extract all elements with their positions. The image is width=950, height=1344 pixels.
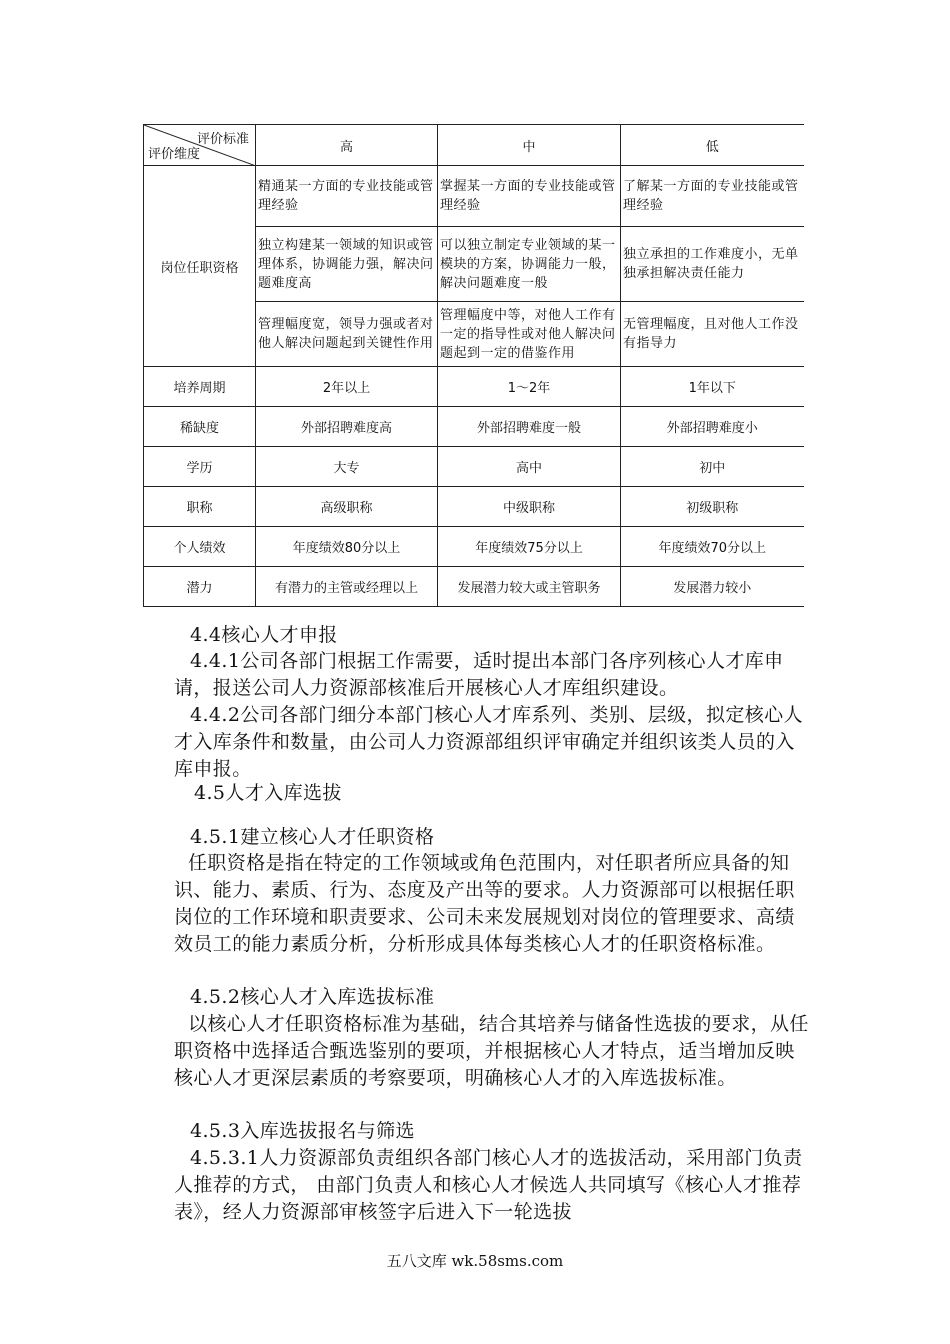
table-cell: 发展潜力较大或主管职务 [438,567,621,607]
table-cell: 有潜力的主管或经理以上 [256,567,438,607]
row-label: 学历 [144,447,256,487]
row-label: 潜力 [144,567,256,607]
table-cell: 管理幅度宽，领导力强或者对他人解决问题起到关键性作用 [256,302,438,367]
table-cell: 高中 [438,447,621,487]
footer-watermark: 五八文库 wk.58sms.com [386,1252,564,1270]
heading-4-5-3: 4.5.3入库选拔报名与筛选 [190,1120,415,1142]
table-cell: 管理幅度中等，对他人工作有一定的指导性或对他人解决问题起到一定的借鉴作用 [438,302,621,367]
table-cell: 大专 [256,447,438,487]
table-cell: 独立构建某一领域的知识或管理体系，协调能力强，解决问题难度高 [256,227,438,302]
table-cell: 外部招聘难度高 [256,407,438,447]
table-cell: 1～2年 [438,367,621,407]
header-low: 低 [621,125,804,166]
paragraph-4-5-1: 任职资格是指在特定的工作领域或角色范围内，对任职者所应具备的知识、能力、素质、行为、态度及产出等的要求。人力资源部可以根据任职岗位的工作环境和职责要求、公司未来发展规划对岗位的管理要求、高绩效员工的能力素质分析，分析形成具体每类核心人才的任职资格标准。 [174,852,795,955]
header-high: 高 [256,125,438,166]
table-cell: 年度绩效80分以上 [256,527,438,567]
table-cell: 精通某一方面的专业技能或管理经验 [256,166,438,227]
table-cell: 可以独立制定专业领域的某一模块的方案，协调能力一般，解决问题难度一般 [438,227,621,302]
table-corner-cell [144,125,256,166]
heading-4-5: 4.5人才入库选拔 [194,782,342,804]
table-cell: 中级职称 [438,487,621,527]
paragraph-4-5-3-1: 4.5.3.1人力资源部负责组织各部门核心人才的选拔活动，采用部门负责人推荐的方式， 由部门负责人和核心人才候选人共同填写《核心人才推荐表》，经人力资源部审核签字后进入下一轮选拔 [174,1147,803,1223]
table-cell: 初中 [621,447,804,487]
heading-4-4: 4.4核心人才申报 [190,624,338,646]
corner-bottom-label: 评价维度 [148,147,201,162]
paragraph-4-4-1: 4.4.1公司各部门根据工作需要，适时提出本部门各序列核心人才库申请，报送公司人力资源部核准后开展核心人才库组织建设。 [174,650,784,699]
table-cell: 1年以下 [621,367,804,407]
heading-4-5-2: 4.5.2核心人才入库选拔标准 [190,986,435,1008]
heading-4-5-1: 4.5.1建立核心人才任职资格 [190,826,435,848]
table-cell: 初级职称 [621,487,804,527]
paragraph-4-4-2: 4.4.2公司各部门细分本部门核心人才库系列、类别、层级，拟定核心人才入库条件和数量，由公司人力资源部组织评审确定并组织该类人员的入库申报。 [174,704,803,780]
row-label: 稀缺度 [144,407,256,447]
table-cell: 发展潜力较小 [621,567,804,607]
table-cell: 2年以上 [256,367,438,407]
corner-top-label: 评价标准 [196,132,249,147]
criteria-table [143,124,804,607]
qualification-label: 岗位任职资格 [144,166,256,367]
table-cell: 独立承担的工作难度小，无单独承担解决责任能力 [621,227,804,302]
table-cell: 掌握某一方面的专业技能或管理经验 [438,166,621,227]
row-label: 培养周期 [144,367,256,407]
table-cell: 年度绩效75分以上 [438,527,621,567]
table-cell: 无管理幅度，且对他人工作没有指导力 [621,302,804,367]
table-cell: 了解某一方面的专业技能或管理经验 [621,166,804,227]
table-cell: 外部招聘难度小 [621,407,804,447]
table-cell: 高级职称 [256,487,438,527]
table-cell: 外部招聘难度一般 [438,407,621,447]
row-label: 个人绩效 [144,527,256,567]
table-cell: 年度绩效70分以上 [621,527,804,567]
paragraph-4-5-2: 以核心人才任职资格标准为基础，结合其培养与储备性选拔的要求，从任职资格中选择适合甄选鉴别的要项，并根据核心人才特点，适当增加反映核心人才更深层素质的考察要项，明确核心人才的入库选拔标准。 [174,1013,809,1089]
row-label: 职称 [144,487,256,527]
header-mid: 中 [438,125,621,166]
